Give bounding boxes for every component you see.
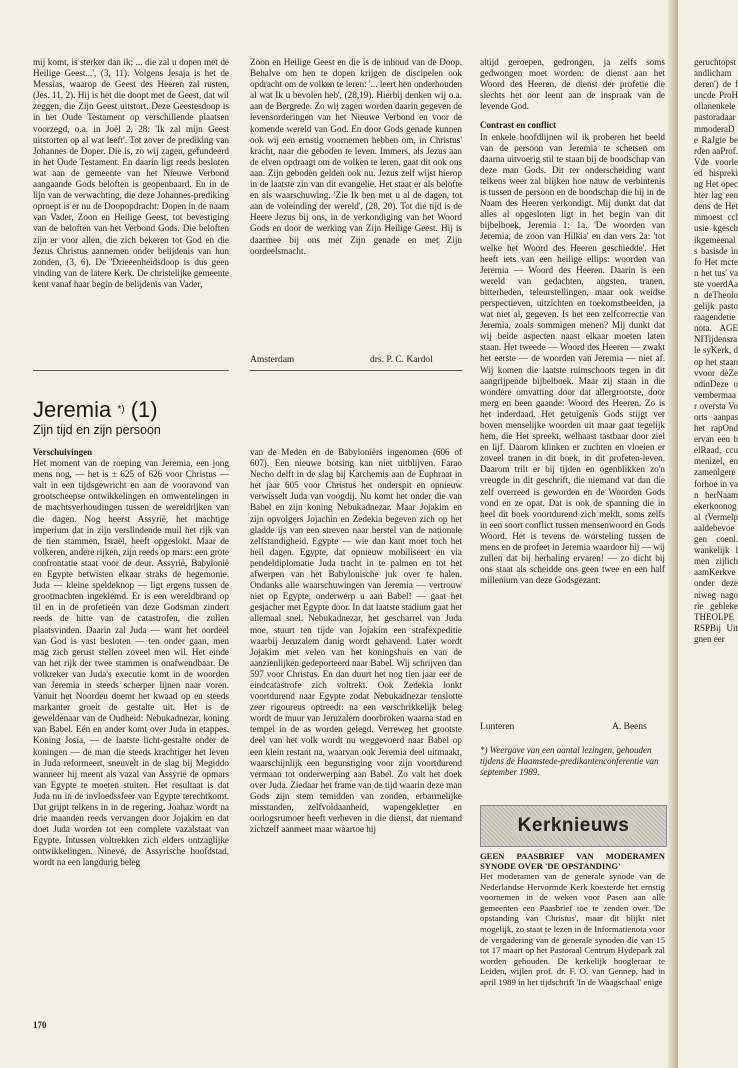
news-heading: GEEN PAASBRIEF VAN MODERAMEN SYNODE OVER 'DE OPSTANDING' <box>480 851 665 871</box>
divider <box>250 370 462 371</box>
next-page-fragment <box>694 57 738 645</box>
column-2-top <box>250 57 462 257</box>
divider <box>33 370 229 371</box>
col3-body-text: In enkele hoofdlijnen wil ik proberen het beeld van de persoon van Jeremia te schetsen om daarna uitvoerig stil te staan bij de boodschap van deze man Gods. Dit ter onderscheiding want telkens weer zal blijken hoe nauw de verbintenis is tussen de persoon en de boodschap die hij in de Naam des Heeren verkondigt. Mij dunkt dat dat alles al opgesloten ligt in het begin van dit bijbelboek, Jeremia 1: 1a. 'De woorden van Jeremia, de zoon van Hilkia' en dan vers 2a: 'tot welke het Woord des Heeren geschiedde'. Het heeft iets van een heilige ellips: woorden van Jeremia — Woord des Heeren. Daarin is een wereld van gedachten, angsten, tranen, bitterheden, teleurstellingen, maar ook weidse perspectieven, uitzichten en toekomstbeelden, ja wat niet al, gegeven. Is het een zelfcorrectie van Jeremia, zoals sommigen menen? Mij dunkt dat wij beide aspecten naast elkaar moeten laten staan. Het tweede — Woord des Heeren — zwakt het eerste — de woorden van Jeremia — niet af. Wij komen die laatste ruimschoots tegen in dit aangrijpende bijbelboek. Maar zij staan in die wondere omvatting door dat allergrootste, door merg en been gaande: Woord des Heeren. Zo is het inderdaad. Het getuigenis Gods stijgt ver boven menselijke woorden uit maar gaat tegelijk hem, die Het spreekt, welhaast tastbaar door ziel en lijf. Daarom klinken er zuchten en vloeien er zoveel tranen in dit boek, in dit profeten-leven. Daarom trilt er bij tijden en ogenblikken zo'n vreugde in dit geschrift, die niemand vat dan die zelf overreed is geworden en de Woorden Gods vond en ze opat. Dat is ook de spanning die in heel dit boek voortdurend zich meldt, soms zelfs in een soort conflict tussen mensenwoord en Gods Woord. Het is tevens de worsteling tussen de mens en de profeet in Jeremia waardoor hij — wij zullen dat bij herhaling ervaren! — zo dicht bij ons staat als scheidde ons geen twee en een half millenium van deze Godsgezant. <box>480 131 665 586</box>
next-page-text: geruchtopstandlicham deren') de funcde ProHollanenkele pastoradaarmmoderaDe RaJgie berden aaProf. Vde voorleed hispreking Het opechter lag een dens de Het mmoest cclusie kgeschikgemeenals basisde info Het mcten het tus' vaste voerdAan deTheologelijk pastoraagendetienota. AGENITijdensrale syKerk, dop het staan vvoor deZendinDeze ovembermaar oversta Voorts aanpashet rapOndervan een belRaad, ccumenizel, en zamenlgereforhoe in van herNaam ekerkoonogal tVermelpaaldebevoegen coenl. wankelijk lmen zijlichaamKerkveonder deze niweg nagorie gebleke THEOLPERSPBij Uitgnen eer <box>694 57 738 644</box>
col2-top-text: Zoon en Heilige Geest en die is de inhoud van de Doop. Behalve om hen te dopen krijgen de discipelen ook opdracht om de volken te leren: '... leert hen onderhouden al wat Ik u bevolen heb', (28,19). Hierbij denken wij o.a. aan de Bergrede. Zo wij zagen worden daarin gegeven de levensorderingen van het Nieuwe Verbond en voor de komende wereld van God. En door Gods genade kunnen ook wij een ernstig voornemen hebben om, in Christus' kracht, naar die geboden te leven. Immers, als Jezus aan de elven opdraagt om de volken te leren, gaat dit ook ons aan. Zijn geboden gelden ook nu. Jezus zelf wijst hierop in de laatste zin van dit evangelie. Het staat er als belofte en als waarschuwing. 'Zie Ik ben met u al de dagen, tot aan de voleinding der wereld', (28, 20). Tot die tijd is de Heere Jezus bij ons, in de verkondiging van het Woord Gods en door de werking van Zijn Heilige Geest. Hij is daarmee bij ons met Zijn genade en met Zijn oordeelsmacht. <box>250 57 462 256</box>
article-headline <box>33 398 158 422</box>
banner-title: Kerknieuws <box>512 815 636 837</box>
column-1-top <box>33 57 229 290</box>
section-heading: Contrast en conflict <box>480 120 556 131</box>
news-column <box>480 851 665 988</box>
col3-top-text: altijd geroepen, gedrongen, ja zelfs soms gedwongen moet worden: de dienst aan het Woord des Heeren, de dienst der profetie die slechts het oor leent aan de inspraak van de levende God. <box>480 57 665 112</box>
news-body: Het moderamen van de generale synode van de Nederlandse Hervormde Kerk koesterde het ernstig voornemen in de weken voor Pasen aan alle gemeenten een Paasbrief toe te zenden over 'De opstanding van Christus', maar dit blijkt niet mogelijk, zo staat te lezen in de Informatienota voor de vergadering van de generale synoden die van 15 tot 17 maart op het Pastoraal Centrum Hydepark zal worden gehouden. De kerkelijk hoogleraar te Leiden, wijlen prof. dr. F. O. van Gennep, had in april 1989 in het tijdschrift 'In de Waagschaal' enige <box>480 871 665 987</box>
article-column-2 <box>250 447 462 835</box>
author-1: drs. P. C. Kardol <box>370 355 433 365</box>
place-2: Lunteren <box>480 722 515 732</box>
kerknieuws-banner <box>480 805 667 847</box>
article-col1-text: Het moment van de roeping van Jeremia, een jong mens nog, — het is ± 625 of 626 voor Christus — valt in een tijdsgewricht en aan de vooravond van grootscheepse ontwikkelingen en omwentelingen in de machtsverhoudingen tussen de wereldrijken van die dagen. Nog heerst Assyrië, het machtige imperium dat in zijn verslindende muil het rijk van de tien stammen, Israël, heeft opgeslokt. Maar de volkeren, andere rijken, zijn reeds op mars: een grote confrontatie staat voor de deur. Assyrië, Babylonië en Egypte betwisten elkaar straks de hegemonie. Juda — kleine speldeknop — ligt ergens tussen de grootmachten ingeklemd. Er is een wereldbrand op til en in de profetieën van deze Godsman zindert reeds de hitte van de catastrofen, die zullen plaatsvinden. Daarin zal Juda — want het oordeel van God is vast besloten — ten onder gaan, men mag zich gerust stellen zoveel men wil. Het einde van het rijk der twee stammen is onafwendbaar. De volkreker van Juda's executie komt in de woorden van Jeremia in steeds scherper lijnen naar voren. Vanuit het Noorden doemt het kwaad op en steeds markanter groeit de gestalte uit. Het is de geweldenaar van de Oudheid: Nebukadnezar, koning van Babel. Eén en ander komt over Juda in etappes. Koning Josia, — de laatste licht-gestalte onder de koningen — de man die steeds krachtiger het leven in Juda reformeert, sneuvelt in de slag bij Megiddo wanneer hij meent als vazal van Assyrië de opmars van Egypte te moeten stuiten. Het resultaat is dat Juda nu in de invloedssfeer van Egypte terechtkomt. Dat grijpt telkens in in de regering. Joahaz wordt na drie maanden reeds vervangen door Jojakim en dat doet Juda worden tot een complete vazalstaat van Egypte. Intussen voltrekken zich elders ontzaglijke ontwikkelingen. Ninevé, de Assyrische hoofdstad, wordt na een langdurig beleg <box>33 458 229 868</box>
article-col2-text: van de Meden en de Babyloniërs ingenomen (606 of 607). Een nieuwe botsing kan niet uitblijven. Farao Necho delft in de slag bij Karchemis aan de Euphraat in het jaar 605 voor Christus het onderspit en opnieuw verwisselt Juda van voogdij. Nu komt het onder die van Babel en zijn koning Nebukadnezar. Maar Jojakim en zijn opvolgers Jojachin en Zedekia begeven zich op het gladde ijs van een streven naar herstel van de nationale zelfstandigheid. Egypte — wie dan kant moet toch het heil dagen. Egypte, dat opnieuw mobiliseert en via pendeldiplomatie Juda tracht in te palmen en tot het afwerpen van het Babylonische juk over te halen. Ondanks alle waarschuwingen van Jeremia — vertrouw niet op Egypte, onderwerp u aan Babel! — gaat het gesjacher met Egypte door. In dat laatste stadium gaat het allemaal snel. Nebukadnezar, het gescharrel van Juda moe, stuurt ten tijde van Jojakim een strafexpeditie waarbij Jeruzalem danig wordt gehavend. Later wordt Jojakim met velen van het koningshuis en van de aanzienlijken gedeporteerd naar Babel. Wij schrijven dan 597 voor Christus. En dan duurt het nog tien jaar eer de eindcatastrofe zich voltrekt. Ook Zedekia lonkt voortdurend naar Egypte zodat Nebukadnezar tenslotte zeer rigoureus optreedt: na een verschrikkelijk beleg wordt de muur van Jeruzalem doorbroken waarna stad en tempel in de as worden gelegd. Verreweg het grootste deel van het volk wordt nu weggevoerd naar Babel op een klein restant na, waarvan ook Jeremia deel uitmaakt, waarschijnlijk een begunstiging voor zijn voortdurend vermaan tot onderwerping aan Babel. Zo valt het doek over Juda. Ziedaar het frame van de tijd waarin deze man Gods zijn stem temidden van zonden, erbarmelijke misstanden, zelfvoldaanheid, wapengekletter en oorlogsrumoer heeft verheven in die dienst, dat niemand zichzelf aanmeet maar waartoe hij <box>250 447 462 835</box>
headline-text: Jeremia <box>33 397 112 422</box>
page-gutter <box>668 0 678 1068</box>
article-subheadline: Zijn tijd en zijn persoon <box>33 423 161 437</box>
article-column-1 <box>33 447 229 869</box>
section-heading: Verschuivingen <box>33 447 93 457</box>
place-1: Amsterdam <box>250 355 295 365</box>
col1-top-text: mij komt, is sterker dan ik; ... die zal u dopen met de Heilige Geest...', (3, 11). Volgens Jesaja is het de Messias, waarop de Geest des Heeren zal rusten, (Jes. 11, 2). Hij is het die doopt met de Geest, dat wil zeggen, die Zijn Geest uitstort. Deze Geestesdoop is in het Oude Testament op verschillende plaatsen voorzegd, o.a. in Joël 2, 28: 'Ik zal mijn Geest uitstorten op al wat leeft'. Tot zover de prediking van Johannes de Doper. Die is, zo wij zagen, gefundeerd in het Oude Testament. En daarin ligt reeds besloten wat aan de gemeente van het Nieuwe Verbond aangaande Gods beloften is geopenbaard. En in de lijn van de verwachting, die deze Johannes-prediking oproept is er nu de Doopopdracht: Dopen in de naam van Vader, Zoon en Heilige Geest, tot bevestiging van de beloften van het Verbond Gods. Die beloften zijn er voor allen, die zich bekeren tot God en die Jezus Christus aannemen onder belijdenis van hun zonden, (3, 6). De 'Drieeenheidsdoop is dus geen vinding van de latere Kerk. De christelijke gemeente kent vanaf haar begin de belijdenis van Vader, <box>33 57 229 289</box>
headline-number: (1) <box>130 397 158 422</box>
author-2: A. Beens <box>612 722 647 732</box>
footnote: *) Weergave van een aantal lezingen, gehouden tijdens de Haamstede-predikantenconferentie van september 1989. <box>480 745 659 777</box>
headline-footnote-mark: *) <box>117 404 125 415</box>
column-3 <box>480 57 665 586</box>
page-number: 170 <box>33 1020 47 1030</box>
